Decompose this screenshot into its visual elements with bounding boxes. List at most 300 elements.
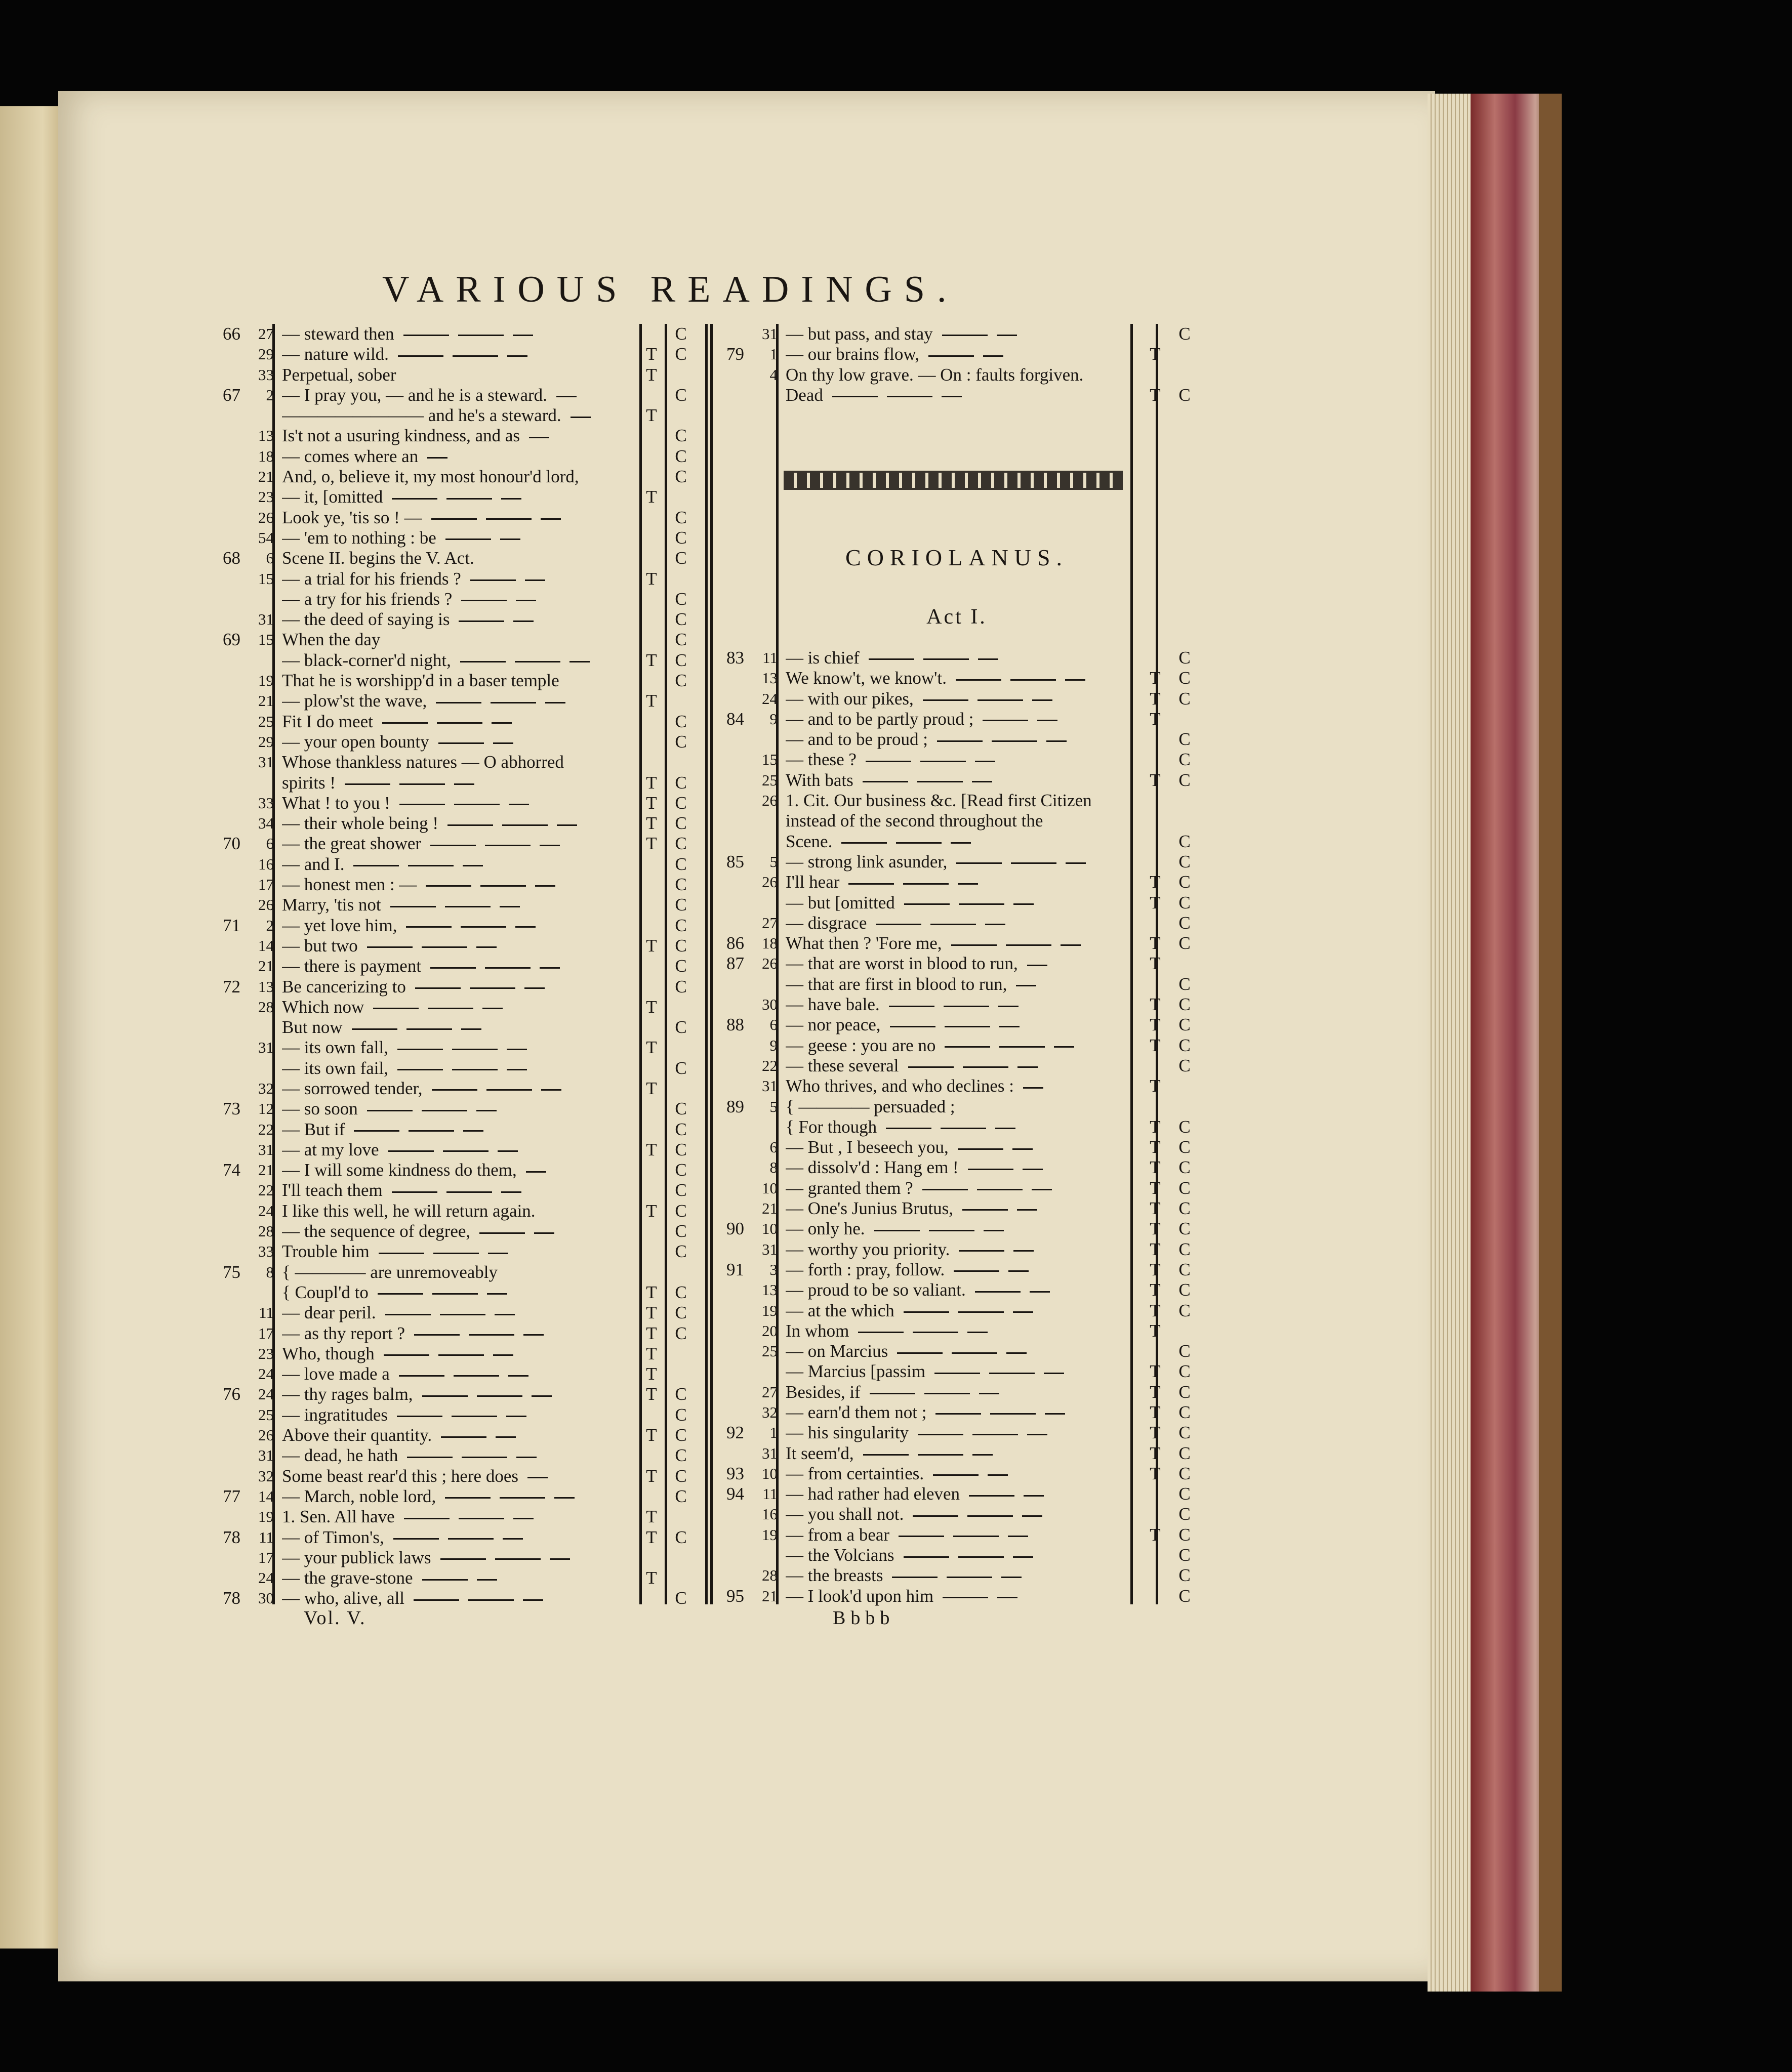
reading-text: 1. Cit. Our business &c. [Read first Citizen (786, 791, 1092, 811)
line-number: 21 (258, 1161, 274, 1179)
line-number: 27 (762, 914, 778, 932)
reading-row (210, 1466, 709, 1486)
reading-text: — our brains flow, (786, 344, 1140, 364)
leader-dash (886, 1128, 931, 1129)
theobald-mark: T (1150, 1443, 1161, 1463)
leader-dash (890, 1026, 935, 1027)
theobald-mark: T (1150, 709, 1161, 729)
leader-dash (967, 1332, 988, 1333)
leader-dash (541, 518, 561, 520)
leader-dash (1017, 1066, 1038, 1068)
leader-dash (945, 1026, 990, 1027)
leader-dash (892, 1577, 938, 1578)
theobald-mark: T (1150, 872, 1161, 892)
capell-mark: C (675, 1588, 687, 1608)
theobald-mark: T (1150, 668, 1161, 688)
line-number: 32 (258, 1467, 274, 1485)
capell-mark: C (1178, 668, 1191, 688)
line-number: 10 (762, 1464, 778, 1482)
page-number: 77 (223, 1486, 240, 1506)
leader-dash (460, 661, 506, 662)
reading-text: — strong link asunder, (786, 852, 1140, 872)
leader-dash (445, 1497, 491, 1499)
reading-row (210, 1038, 709, 1058)
leader-dash (545, 702, 565, 703)
leader-dash (848, 883, 894, 885)
leader-dash (1013, 1556, 1033, 1558)
leader-dash (354, 1130, 399, 1132)
leader-dash (556, 396, 577, 397)
leader-dash (1001, 1577, 1022, 1578)
leader-dash (476, 946, 497, 948)
reading-row (210, 569, 709, 589)
page-number: 94 (726, 1484, 744, 1504)
reading-row (714, 1423, 1212, 1443)
reading-text: — his singularity (786, 1423, 1140, 1443)
theobald-mark: T (646, 935, 657, 956)
theobald-mark: T (1150, 1035, 1161, 1055)
line-number: 29 (258, 345, 274, 363)
theobald-mark: T (1150, 1015, 1161, 1035)
reading-text: — these several (786, 1056, 1140, 1076)
leader-dash (486, 518, 532, 520)
page-number: 93 (726, 1463, 744, 1483)
reading-row (714, 1484, 1212, 1504)
leader-dash (1006, 944, 1051, 946)
capell-mark: C (1178, 1423, 1191, 1443)
theobald-mark: T (1150, 1239, 1161, 1259)
theobald-mark: T (1150, 1198, 1161, 1219)
leader-dash (459, 620, 504, 622)
reading-row (210, 1282, 709, 1303)
leader-dash (397, 1049, 443, 1050)
leader-dash (422, 946, 467, 948)
reading-row (210, 1548, 709, 1568)
leader-dash (513, 620, 534, 622)
leader-dash (1023, 1169, 1043, 1170)
reading-row (714, 1178, 1212, 1198)
theobald-mark: T (1150, 1402, 1161, 1422)
theobald-mark: T (646, 364, 657, 385)
left-col-rule-5 (710, 324, 713, 1604)
reading-row (210, 1425, 709, 1445)
reading-row (210, 1588, 709, 1608)
reading-row (714, 1565, 1212, 1586)
reading-row (210, 773, 709, 793)
leader-dash (1030, 1291, 1050, 1293)
page-number: 79 (726, 344, 744, 364)
leader-dash (968, 1169, 1013, 1170)
reading-text: — the deed of saying is (282, 609, 657, 630)
capell-mark: C (1178, 1157, 1191, 1178)
reading-row (714, 1382, 1212, 1402)
leader-dash (437, 722, 482, 724)
line-number: 19 (762, 1301, 778, 1319)
reading-text: — from certainties. (786, 1464, 1140, 1484)
line-number: 21 (258, 692, 274, 710)
capell-mark: C (1178, 1545, 1191, 1565)
reading-row (714, 893, 1212, 913)
leader-dash (962, 1209, 1008, 1211)
page-number: 69 (223, 630, 240, 650)
reading-text: I like this well, he will return again. (282, 1200, 536, 1221)
leader-dash (440, 1558, 486, 1560)
leader-dash (1012, 1148, 1033, 1150)
reading-row (210, 1384, 709, 1404)
leader-dash (958, 1311, 1004, 1313)
leader-dash (1032, 699, 1052, 701)
leader-dash (382, 722, 428, 724)
reading-text: — worthy you priority. (786, 1239, 1140, 1260)
page-number: 67 (223, 385, 240, 405)
leader-dash (470, 579, 516, 581)
play-title: CORIOLANUS. (845, 545, 1068, 570)
page-number: 74 (223, 1160, 240, 1180)
leader-dash (461, 926, 506, 928)
leader-dash (513, 1518, 534, 1519)
reading-text: — yet love him, (282, 916, 657, 936)
capell-mark: C (1178, 1524, 1191, 1545)
reading-text: — at the which (786, 1301, 1140, 1321)
leader-dash (942, 335, 988, 336)
reading-text: But now (282, 1017, 657, 1038)
reading-text: ———————— and he's a steward. (282, 405, 657, 426)
reading-row (210, 365, 709, 385)
leader-dash (415, 987, 461, 989)
page-number: 92 (726, 1423, 744, 1443)
reading-text: spirits ! (282, 773, 657, 793)
leader-dash (432, 1293, 478, 1295)
leader-dash (487, 1293, 507, 1295)
leader-dash (554, 1497, 575, 1499)
capell-mark: C (675, 650, 687, 670)
leader-dash (477, 1395, 522, 1397)
theobald-mark: T (646, 1303, 657, 1323)
reading-text: — the great shower (282, 834, 657, 854)
leader-dash (507, 1069, 527, 1070)
reading-row (714, 1545, 1212, 1565)
leader-dash (1022, 1515, 1042, 1517)
leader-dash (1013, 903, 1034, 905)
reading-text: Who, though (282, 1344, 657, 1364)
leader-dash (438, 742, 484, 744)
leader-dash (433, 1253, 479, 1254)
reading-text: Scene II. begins the V. Act. (282, 548, 474, 568)
reading-row (210, 1017, 709, 1038)
leader-dash (1013, 1250, 1034, 1252)
line-number: 54 (258, 528, 274, 547)
theobald-mark: T (646, 1038, 657, 1058)
line-number: 31 (258, 1446, 274, 1465)
leader-dash (469, 1334, 514, 1336)
reading-text: — that are worst in blood to run, (786, 954, 1140, 974)
leader-dash (508, 1375, 528, 1377)
line-number: 30 (762, 996, 778, 1014)
leader-dash (863, 1454, 909, 1456)
reading-text: — and I. (282, 854, 657, 875)
reading-text: — March, noble lord, (282, 1486, 657, 1507)
leader-dash (446, 498, 492, 500)
line-number: 33 (258, 365, 274, 384)
reading-text: 1. Sen. All have (282, 1507, 657, 1527)
theobald-mark: T (646, 1364, 657, 1384)
reading-row (210, 487, 709, 507)
leader-dash (453, 355, 498, 357)
reading-row (210, 1120, 709, 1140)
leader-dash (482, 1008, 503, 1009)
leader-dash (998, 1006, 1019, 1007)
capell-mark: C (675, 1404, 687, 1425)
reading-text: — who, alive, all (282, 1588, 657, 1608)
leader-dash (975, 1291, 1021, 1293)
leader-dash (899, 1536, 944, 1537)
theobald-mark: T (646, 813, 657, 834)
capell-mark: C (675, 854, 687, 874)
theobald-mark: T (646, 691, 657, 711)
capell-mark: C (675, 834, 687, 854)
line-number: 24 (258, 1201, 274, 1220)
theobald-mark: T (646, 1527, 657, 1547)
capell-mark: C (675, 956, 687, 976)
leader-dash (569, 661, 590, 662)
theobald-mark: T (1150, 1423, 1161, 1443)
leader-dash (463, 865, 483, 866)
line-number: 28 (258, 998, 274, 1016)
reading-row (714, 1321, 1212, 1341)
leader-dash (436, 702, 481, 703)
page-number: 66 (223, 324, 240, 344)
reading-text: — But , I beseech you, (786, 1137, 1140, 1157)
leader-dash (463, 1130, 483, 1132)
line-number: 22 (258, 1181, 274, 1199)
reading-row (714, 770, 1212, 791)
line-number: 13 (258, 427, 274, 445)
reading-text: — at my love (282, 1140, 657, 1160)
reading-row (714, 832, 1212, 852)
line-number: 21 (258, 468, 274, 486)
leader-dash (422, 1110, 467, 1111)
reading-row (210, 528, 709, 548)
page-title: VARIOUS READINGS. (382, 269, 959, 310)
line-number: 24 (258, 1385, 274, 1403)
leader-dash (496, 1436, 516, 1438)
reading-row (210, 1507, 709, 1527)
page-number: 88 (726, 1015, 744, 1035)
reading-row (714, 1219, 1212, 1239)
leader-dash (1027, 965, 1047, 966)
leader-dash (975, 761, 995, 762)
reading-text: It seem'd, (786, 1443, 1140, 1464)
capell-mark: C (675, 915, 687, 935)
theobald-mark: T (646, 487, 657, 507)
reading-row (714, 1260, 1212, 1280)
reading-text: — forth : pray, follow. (786, 1260, 1140, 1280)
leader-dash (427, 457, 447, 459)
reading-row (210, 446, 709, 467)
leader-dash (430, 845, 476, 846)
leader-dash (923, 658, 969, 660)
leader-dash (503, 1538, 523, 1540)
reading-text: { ———— persuaded ; (786, 1096, 955, 1116)
leader-dash (983, 720, 1028, 721)
reading-text: — proud to be so valiant. (786, 1280, 1140, 1300)
leader-dash (897, 1352, 943, 1354)
reading-row (210, 1079, 709, 1099)
reading-row (210, 834, 709, 854)
leader-dash (918, 1454, 963, 1456)
line-number: 31 (762, 1240, 778, 1258)
leader-dash (462, 1457, 507, 1458)
reading-row (714, 954, 1212, 974)
line-number: 24 (258, 1569, 274, 1587)
leader-dash (934, 1373, 980, 1374)
facing-page-edge (0, 106, 61, 1949)
reading-text: When the day (282, 630, 381, 650)
reading-row (714, 1301, 1212, 1321)
leader-dash (495, 1558, 541, 1560)
reading-text: — a try for his friends ? (282, 589, 657, 609)
reading-text: — disgrace (786, 913, 1140, 933)
leader-dash (506, 1416, 526, 1417)
reading-row (210, 650, 709, 671)
line-number: 11 (259, 1304, 274, 1322)
leader-dash (378, 1293, 423, 1295)
reading-row (210, 1140, 709, 1160)
reading-row (714, 1157, 1212, 1178)
reading-text: What ! to you ! (282, 793, 657, 813)
reading-row (210, 671, 709, 691)
leader-dash (525, 579, 545, 581)
leader-dash (399, 804, 445, 805)
leader-dash (1008, 1536, 1028, 1537)
capell-mark: C (1178, 770, 1191, 790)
theobald-mark: T (646, 405, 657, 426)
leader-dash (392, 1191, 437, 1193)
theobald-mark: T (646, 1568, 657, 1588)
leader-dash (523, 1599, 543, 1601)
line-number: 15 (258, 631, 274, 649)
theobald-mark: T (1150, 1178, 1161, 1198)
leader-dash (943, 1597, 988, 1598)
leader-dash (550, 1558, 570, 1560)
capell-mark: C (675, 1466, 687, 1486)
line-number: 10 (762, 1179, 778, 1197)
theobald-mark: T (1150, 1361, 1161, 1382)
leader-dash (393, 1538, 439, 1540)
capell-mark: C (1178, 1137, 1191, 1157)
line-number: 11 (762, 1485, 778, 1503)
capell-mark: C (675, 1221, 687, 1241)
leader-dash (887, 396, 932, 397)
reading-text: Dead (786, 385, 1140, 405)
line-number: 31 (258, 610, 274, 629)
leader-dash (933, 1474, 979, 1476)
line-number: 26 (258, 896, 274, 914)
line-number: 6 (769, 1016, 778, 1034)
line-number: 14 (258, 936, 274, 955)
line-number: 31 (762, 325, 778, 343)
reading-text: — these ? (786, 750, 1140, 770)
leader-dash (426, 885, 471, 887)
line-number: 9 (769, 1036, 778, 1054)
capell-mark: C (675, 1139, 687, 1159)
capell-mark: C (1178, 750, 1191, 770)
leader-dash (1066, 862, 1086, 864)
reading-text: Marry, 'tis not (282, 895, 657, 915)
reading-row (210, 508, 709, 528)
leader-dash (972, 1454, 993, 1456)
reading-row (210, 1323, 709, 1344)
reading-text: — honest men : — (282, 875, 657, 895)
reading-row (210, 385, 709, 405)
reading-text: Perpetual, sober (282, 364, 396, 385)
leader-dash (440, 1314, 485, 1315)
page-number: 73 (223, 1099, 240, 1119)
leader-dash (541, 1089, 561, 1091)
leader-dash (461, 1028, 481, 1030)
reading-row (210, 1099, 709, 1119)
reading-row (714, 852, 1212, 872)
capell-mark: C (675, 731, 687, 752)
leader-dash (507, 355, 527, 357)
capell-mark: C (675, 1486, 687, 1506)
leader-dash (353, 865, 399, 866)
leader-dash (388, 1150, 434, 1152)
reading-row (210, 1221, 709, 1241)
leader-dash (452, 1069, 498, 1070)
capell-mark: C (675, 1099, 687, 1119)
capell-mark: C (675, 385, 687, 405)
capell-mark: C (1178, 1178, 1191, 1198)
leader-dash (989, 1373, 1035, 1374)
theobald-mark: T (1150, 892, 1161, 913)
line-number: 22 (258, 1120, 274, 1138)
reading-text: — is chief (786, 648, 1140, 668)
leader-dash (923, 699, 968, 701)
leader-dash (918, 1434, 963, 1435)
leader-dash (944, 1006, 989, 1007)
leader-dash (1006, 1352, 1027, 1354)
capell-mark: C (1178, 729, 1191, 750)
leader-dash (443, 1150, 488, 1152)
leader-dash (956, 862, 1002, 864)
reading-text: — but [omitted (786, 893, 1140, 913)
reading-row (714, 791, 1212, 811)
leader-dash (571, 417, 591, 418)
leader-dash (870, 1393, 915, 1394)
leader-dash (997, 335, 1017, 336)
leader-dash (470, 987, 515, 989)
reading-text: — so soon (282, 1099, 657, 1119)
reading-text: I'll teach them (282, 1180, 657, 1200)
theobald-mark: T (1150, 1320, 1161, 1341)
reading-row (210, 813, 709, 834)
capell-mark: C (675, 1527, 687, 1547)
leader-dash (454, 804, 500, 805)
reading-row (210, 956, 709, 976)
reading-text: In whom (786, 1321, 1140, 1341)
leader-dash (876, 924, 921, 925)
leader-dash (1017, 1209, 1037, 1211)
leader-dash (407, 1457, 453, 1458)
reading-text: With bats (786, 770, 1140, 791)
theobald-mark: T (1150, 1382, 1161, 1402)
reading-text: — 'em to nothing : be (282, 528, 657, 548)
line-number: 15 (258, 569, 274, 588)
reading-row (714, 913, 1212, 933)
line-number: 12 (258, 1100, 274, 1118)
leader-dash (929, 1230, 974, 1231)
